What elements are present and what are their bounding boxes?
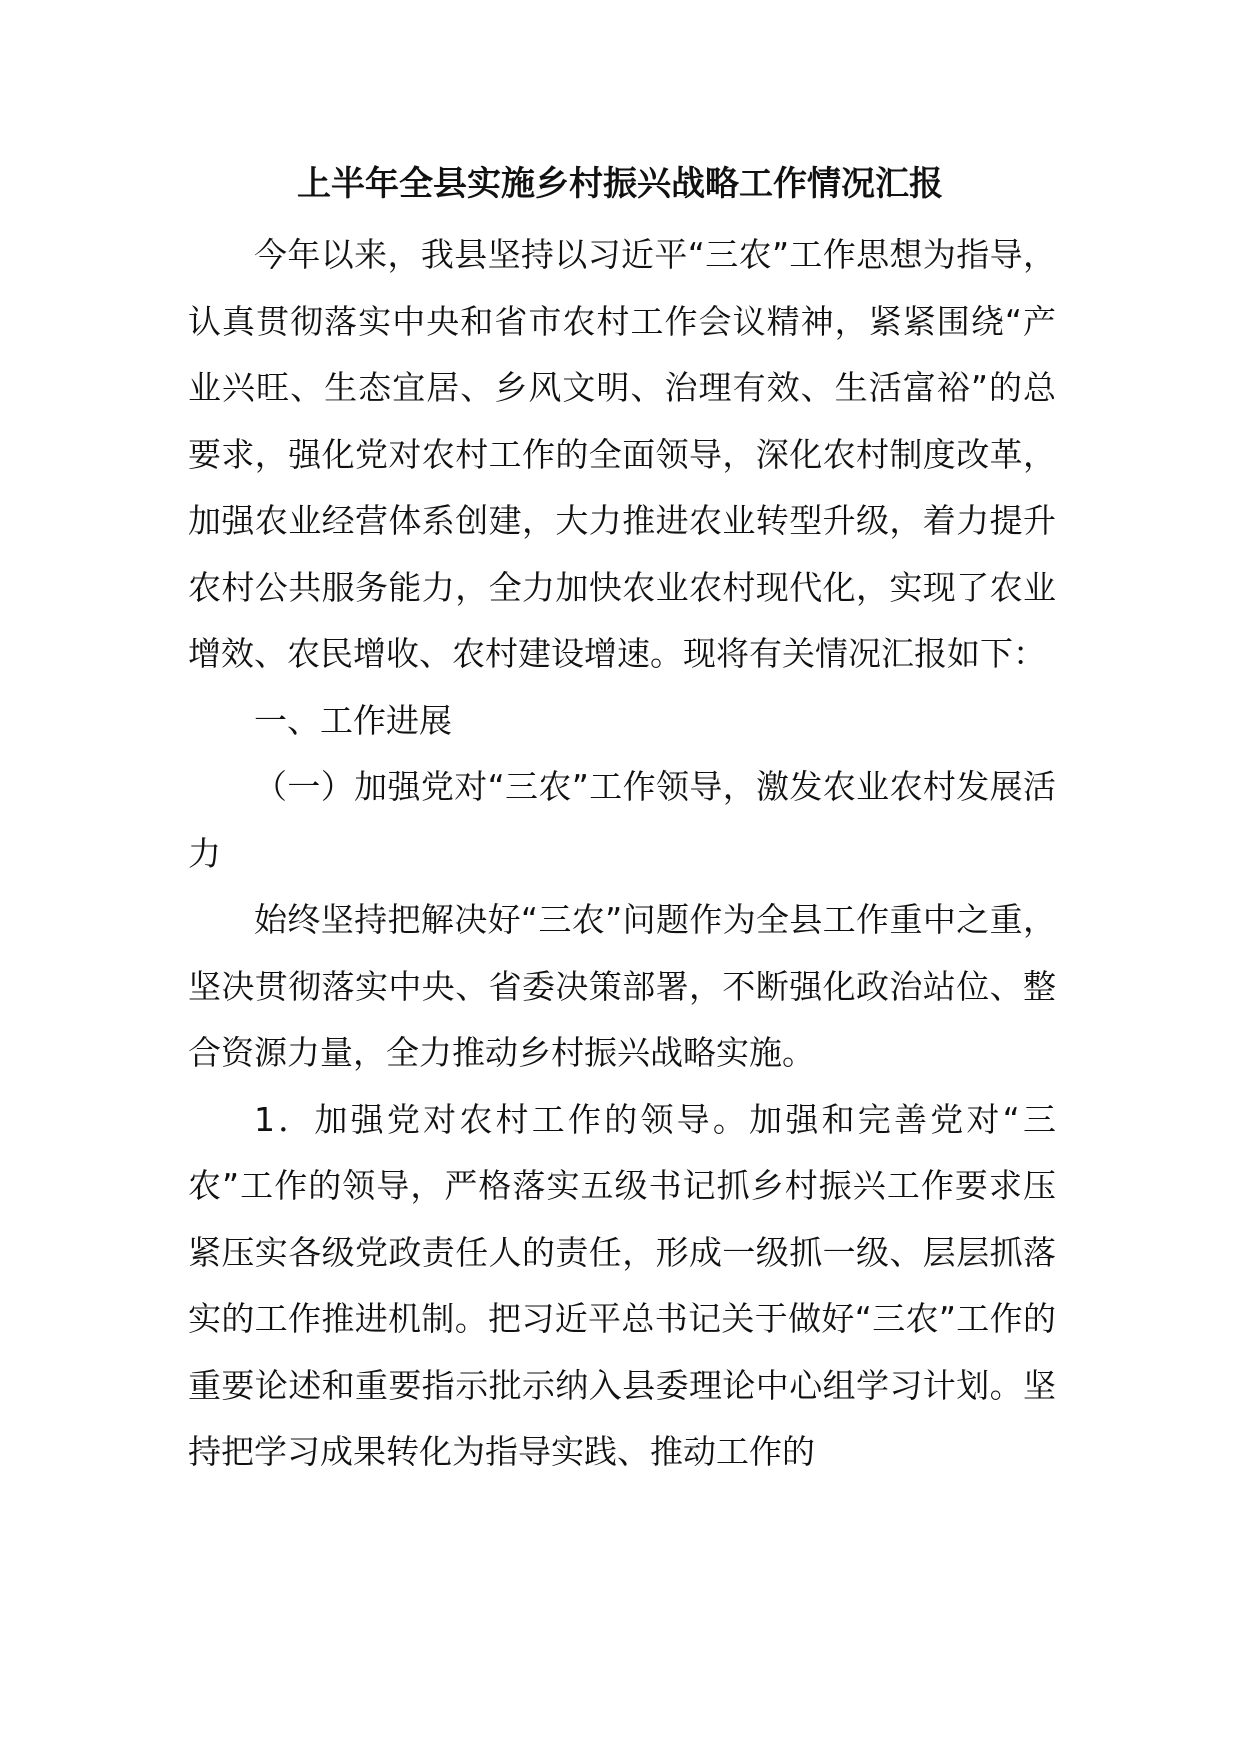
document-title: 上半年全县实施乡村振兴战略工作情况汇报 [297,164,943,204]
paragraph-item-1: 1．加强党对农村工作的领导。加强和完善党对“三农”工作的领导，严格落实五级书记抓乡村振兴工作要求压紧压实各级党政责任人的责任，形成一级抓一级、层层抓落实的工作推进机制。把习近平总书记关于做好“三农”工作的重要论述和重要指示批示纳入县委理论中心组学习计划。坚持把学习成果转化为指导实践、推动工作的 [188,1099,1056,1471]
section-heading: 一、工作进展 [254,700,452,740]
paragraph-subsection-intro: 始终坚持把解决好“三农”问题作为全县工作重中之重，坚决贯彻落实中央、省委决策部署，不断强化政治站位、整合资源力量，全力推动乡村振兴战略实施。 [188,900,1056,1072]
paragraph-intro: 今年以来，我县坚持以习近平“三农”工作思想为指导，认真贯彻落实中央和省市农村工作会议精神，紧紧围绕“产业兴旺、生态宜居、乡风文明、治理有效、生活富裕”的总要求，强化党对农村工作的全面领导，深化农村制度改革，加强农业经营体系创建，大力推进农业转型升级，着力提升农村公共服务能力，全力加快农业农村现代化，实现了农业增效、农民增收、农村建设增速。现将有关情况汇报如下： [188,235,1056,673]
document-body [188,222,1056,1486]
subsection-heading: （一）加强党对“三农”工作领导，激发农业农村发展活力 [188,767,1056,873]
